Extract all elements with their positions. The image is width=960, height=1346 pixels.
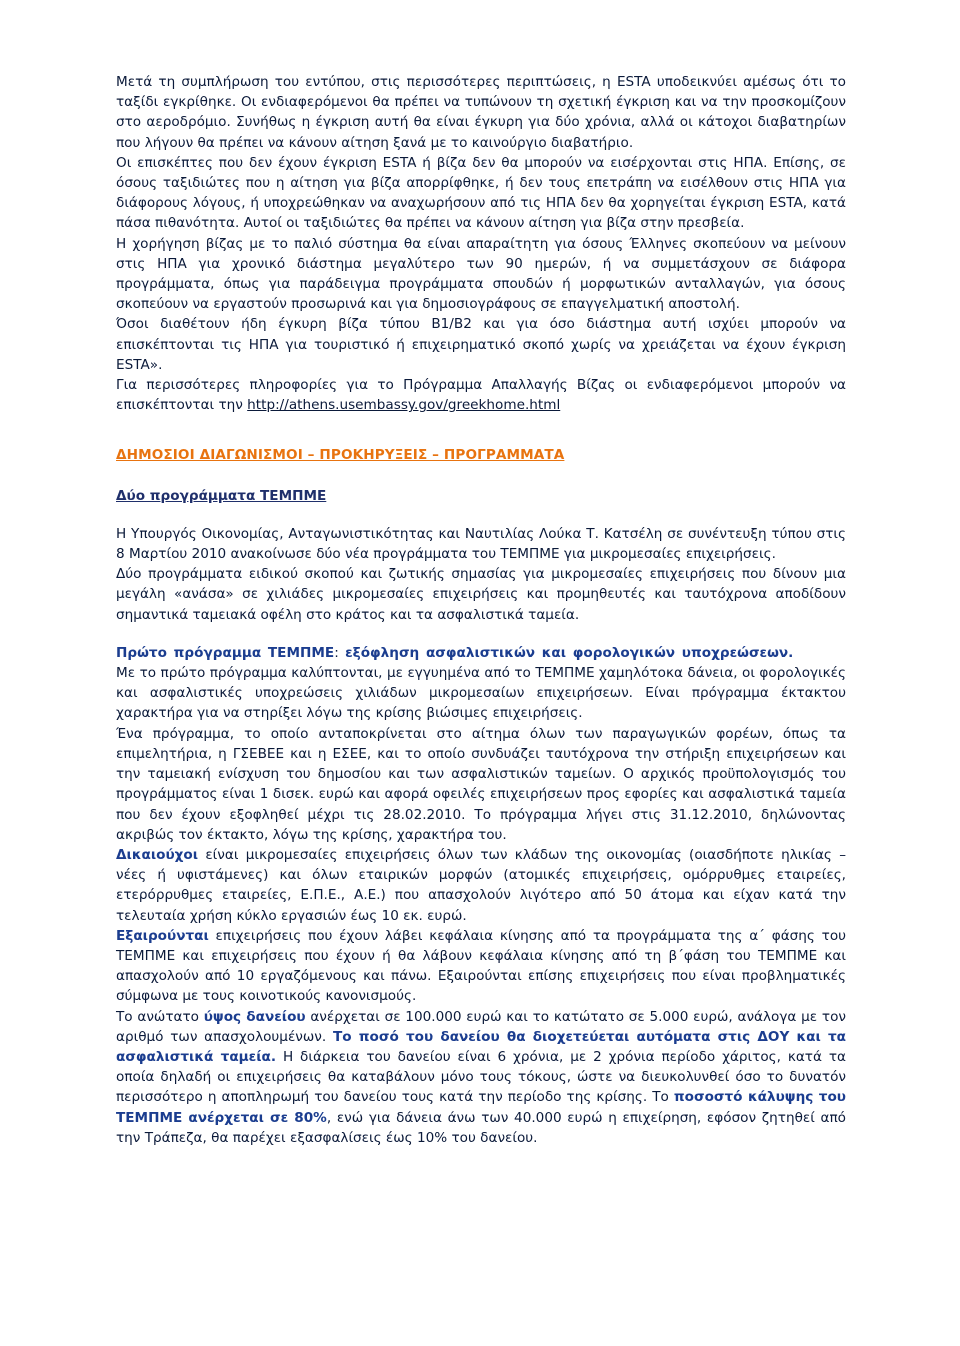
excluded-text: επιχειρήσεις που έχουν λάβει κεφάλαια κίνησης από τα προγράμματα της α΄ φάσης του ΤΕΜΠΜΕ και επιχειρήσεις που έχουν ή θα λάβουν κεφάλαια κίνησης από τη β΄φάση του ΤΕΜΠΜΕ και απασχολούν από 10 εργαζόμενους και πάνω. Εξαιρούνται επίσης επιχειρήσεις που είναι προβληματικές σύμφωνα με τους κοινοτικούς κανονισμούς. — [116, 927, 846, 1005]
document-page — [116, 72, 846, 1148]
esta-paragraph-more-info — [116, 375, 846, 415]
loan-text-a: Το ανώτατο — [116, 1008, 204, 1025]
esta-paragraph-visa-requirement: Η χορήγηση βίζας με το παλιό σύστημα θα είναι απαραίτητη για όσους Έλληνες σκοπεύουν να μείνουν στις ΗΠΑ για χρονικό διάστημα μεγαλύτερο των 90 ημερών, ή να συμμετάσχουν σε διάφορα προγράμματα, όπως για παράδειγμα προγράμματα σπουδών ή μορφωτικών ανταλλαγών, για όσους σκοπεύουν να εργαστούν προσωρινά και για δημοσιογράφους σε επαγγελματική αποστολή. — [116, 235, 846, 313]
excluded-label: Εξαιρούνται — [116, 927, 209, 944]
loan-paragraph — [116, 1007, 846, 1148]
first-program-title — [116, 643, 846, 663]
beneficiaries-text: είναι μικρομεσαίες επιχειρήσεις όλων των κλάδων της οικονομίας (οιασδήποτε ηλικίας – νέες ή υφιστάμενες) και όλων εταιρικών μορφών (ατομικές επιχειρήσεις, ομόρρυθμες εταιρείες, ετερόρρυθμες εταιρείες, Ε.Π.Ε., Α.Ε.) που απασχολούν λιγότερο από 50 άτομα και είχαν κατά την τελευταία χρήση κύκλο εργασιών έως 10 εκ. ευρώ. — [116, 846, 846, 924]
tempme-intro-1: Η Υπουργός Οικονομίας, Ανταγωνιστικότητας και Ναυτιλίας Λούκα Τ. Κατσέλη σε συνέντευξη τύπου στις 8 Μαρτίου 2010 ανακοίνωσε δύο νέα προγράμματα του ΤΕΜΠΜΕ για μικρομεσαίες επιχειρήσεις. — [116, 525, 846, 563]
loan-text-g: , ενώ για δάνεια άνω των 40.000 ευρώ η επιχείρηση, εφόσον ζητηθεί από την Τράπεζα, θα παρέχει εξασφαλίσεις έως 10% του δανείου. — [116, 1109, 846, 1146]
embassy-link[interactable]: http://athens.usembassy.gov/greekhome.html — [247, 397, 561, 414]
first-program-paragraph-1: Με το πρώτο πρόγραμμα καλύπτονται, με εγγυημένα από το ΤΕΜΠΜΕ χαμηλότοκα δάνεια, οι φορολογικές και ασφαλιστικές υποχρεώσεις χιλιάδων μικρομεσαίων επιχειρήσεων. Είναι πρόγραμμα έκτακτου χαρακτήρα για να στηρίξει λόγω της κρίσης βιώσιμες επιχειρήσεις. — [116, 665, 846, 722]
first-program-title-b: εξόφληση ασφαλιστικών και φορολογικών υποχρεώσεων. — [345, 644, 794, 661]
esta-paragraph-approval: Μετά τη συμπλήρωση του εντύπου, στις περισσότερες περιπτώσεις, η ESTA υποδεικνύει αμέσως ότι το ταξίδι εγκρίθηκε. Οι ενδιαφερόμενοι θα πρέπει να τυπώνουν τη σχετική έγκριση και να την προσκομίζουν στο αεροδρόμιο. Συνήθως η έγκριση αυτή θα είναι έγκυρη για δύο χρόνια, αλλά οι κάτοχοι διαβατηρίων που λήγουν θα πρέπει να κάνουν αίτηση ξανά με το καινούργιο διαβατήριο. — [116, 74, 846, 151]
first-program-title-a: Πρώτο πρόγραμμα ΤΕΜΠΜΕ — [116, 644, 335, 661]
coverage-text: ποσοστό κάλυψης του ΤΕΜΠΜΕ ανέρχεται σε 80% — [116, 1089, 846, 1126]
loan-text-e: Η διάρκεια του δανείου είναι 6 χρόνια, με 2 χρόνια περίοδο χάριτος, κατά τα οποία δηλαδή οι επιχειρήσεις θα καταβάλουν μόνο τους τόκους, ώστε να διευκολυνθεί όσο το δυνατόν περισσότερο η αποπληρωμή του δανείου τους κατά την περίοδο της κρίσης. Το — [116, 1048, 846, 1106]
beneficiaries-paragraph — [116, 845, 846, 926]
esta-paragraph-b1b2: Όσοι διαθέτουν ήδη έγκυρη βίζα τύπου Β1/Β2 και για όσο διάστημα αυτή ισχύει μπορούν να επισκέπτονται τις ΗΠΑ για τουριστικό ή επιχειρηματικό σκοπό χωρίς να χρειάζεται να έχουν έγκριση ESTA». — [116, 316, 846, 373]
section-heading-text: ΔΗΜΟΣΙΟΙ ΔΙΑΓΩΝΙΣΜΟΙ – ΠΡΟΚΗΡΥΞΕΙΣ – ΠΡΟΓΡΑΜΜΑΤΑ — [116, 447, 565, 464]
beneficiaries-label: Δικαιούχοι — [116, 846, 199, 863]
first-program-paragraph-2: Ένα πρόγραμμα, το οποίο ανταποκρίνεται στο αίτημα όλων των παραγωγικών φορέων, όπως τα επιμελητήρια, η ΓΣΕΒΕΕ και η ΕΣΕΕ, και το οποίο συνδυάζει ταυτόχρονα την στήριξη επιχειρήσεων και την ταμειακή ενίσχυση του δημοσίου και των ασφαλιστικών ταμείων. Ο αρχικός προϋπολογισμός του προγράμματος είναι 1 δισεκ. ευρώ και αφορά οφειλές επιχειρήσεων προς εφορίες και ασφαλιστικά ταμεία που δεν έχουν εξοφληθεί μέχρι τις 28.02.2010. Το πρόγραμμα λήγει στις 31.12.2010, δηλώνοντας ακριβώς τον έκτακτο, λόγω της κρίσης, χαρακτήρα του. — [116, 725, 846, 843]
loan-text-c: ανέρχεται σε 100.000 ευρώ και το κατώτατο σε 5.000 ευρώ, ανάλογα με τον αριθμό των απασχολουμένων. — [116, 1008, 846, 1045]
subheading: Δύο προγράμματα ΤΕΜΠΜΕ — [116, 487, 327, 504]
esta-paragraph-no-approval: Οι επισκέπτες που δεν έχουν έγκριση ESTA ή βίζα δεν θα μπορούν να εισέρχονται στις ΗΠΑ. Επίσης, σε όσους ταξιδιώτες που η αίτηση για βίζα απορρίφθηκε, ή δεν τους επετράπη να εισέλθουν στις ΗΠΑ για διάφορους λόγους, ή υποχρεώθηκαν να αναχωρήσουν από τις ΗΠΑ δεν θα χορηγείται έγκριση ESTA, κατά πάσα πιθανότητα. Αυτοί οι ταξιδιώτες θα πρέπει να κάνουν αίτηση για βίζα στην πρεσβεία. — [116, 154, 846, 232]
more-info-text: Για περισσότερες πληροφορίες για το Πρόγραμμα Απαλλαγής Βίζας οι ενδιαφερόμενοι μπορούν να επισκέπτονται την — [116, 377, 846, 414]
tempme-intro-2: Δύο προγράμματα ειδικού σκοπού και ζωτικής σημασίας για μικρομεσαίες επιχειρήσεις που δίνουν μια μεγάλη «ανάσα» σε χιλιάδες μικρομεσαίες επιχειρήσεις και προμηθευτές και ταυτόχρονα αποδίδουν σημαντικά ταμειακά οφέλη στο κράτος και τα ασφαλιστικά ταμεία. — [116, 566, 846, 623]
loan-channel-text: Το ποσό του δανείου θα διοχετεύεται αυτόματα στις ΔΟΥ και τα ασφαλιστικά ταμεία. — [116, 1028, 846, 1065]
loan-amount-label: ύψος δανείου — [203, 1008, 306, 1025]
section-heading — [116, 445, 846, 465]
excluded-paragraph — [116, 926, 846, 1007]
first-program-title-sep: : — [334, 644, 346, 661]
